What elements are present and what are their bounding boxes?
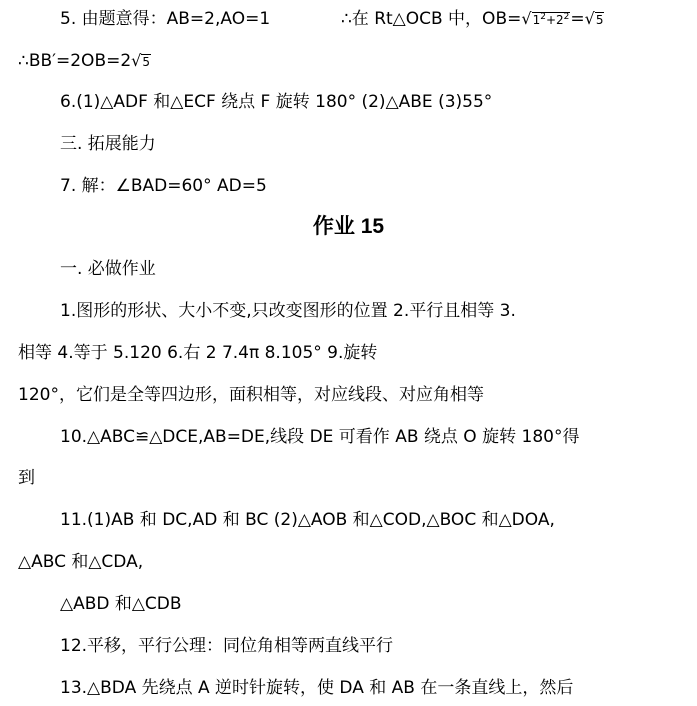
sqrt-expression: $√1^2+2^2$ — [521, 9, 570, 28]
line-answer-1: 1.图形的形状、大小不变,只改变图形的位置 2.平行且相等 3. — [60, 301, 516, 321]
line-answer-7: 7. 解：∠BAD=60° AD=5 — [60, 176, 267, 196]
answer-5-text: 5. 由题意得：AB=2,AO=1 — [60, 9, 271, 29]
line-answer-10-cont: 到 — [18, 468, 35, 488]
line-bb — [18, 50, 151, 72]
answer-5-therefore: ∴在 Rt△OCB 中，OB= — [340, 9, 522, 29]
line-answer-5 — [60, 6, 604, 28]
line-answer-13: 13.△BDA 先绕点 A 逆时针旋转，使 DA 和 AB 在一条直线上，然后 — [60, 678, 574, 698]
section-extend: 三. 拓展能力 — [60, 134, 156, 154]
homework-title: 作业 15 — [312, 215, 385, 238]
bb-text: ∴BB′=2OB=2 — [18, 51, 132, 71]
equals-sign: = — [570, 9, 585, 29]
line-answer-12: 12.平移，平行公理：同位角相等两直线平行 — [60, 636, 394, 656]
line-answer-11-cont: △ABC 和△CDA, — [18, 552, 144, 572]
sqrt-five-bb: √5 — [131, 51, 151, 70]
line-answer-6: 6.(1)△ADF 和△ECF 绕点 F 旋转 180° (2)△ABE (3)55° — [60, 92, 493, 112]
line-answer-11-cont2: △ABD 和△CDB — [60, 594, 182, 614]
line-answer-10: 10.△ABC≌△DCE,AB=DE,线段 DE 可看作 AB 绕点 O 旋转 180°得 — [60, 427, 580, 447]
line-answer-9-cont: 120°，它们是全等四边形，面积相等，对应线段、对应角相等 — [18, 385, 484, 405]
sqrt-five: √5 — [584, 9, 604, 28]
line-answer-11: 11.(1)AB 和 DC,AD 和 BC (2)△AOB 和△COD,△BOC 和△DOA, — [60, 510, 555, 530]
line-answers-cont: 相等 4.等于 5.120 6.右 2 7.4π 8.105° 9.旋转 — [18, 343, 378, 363]
section-required: 一. 必做作业 — [60, 259, 156, 279]
